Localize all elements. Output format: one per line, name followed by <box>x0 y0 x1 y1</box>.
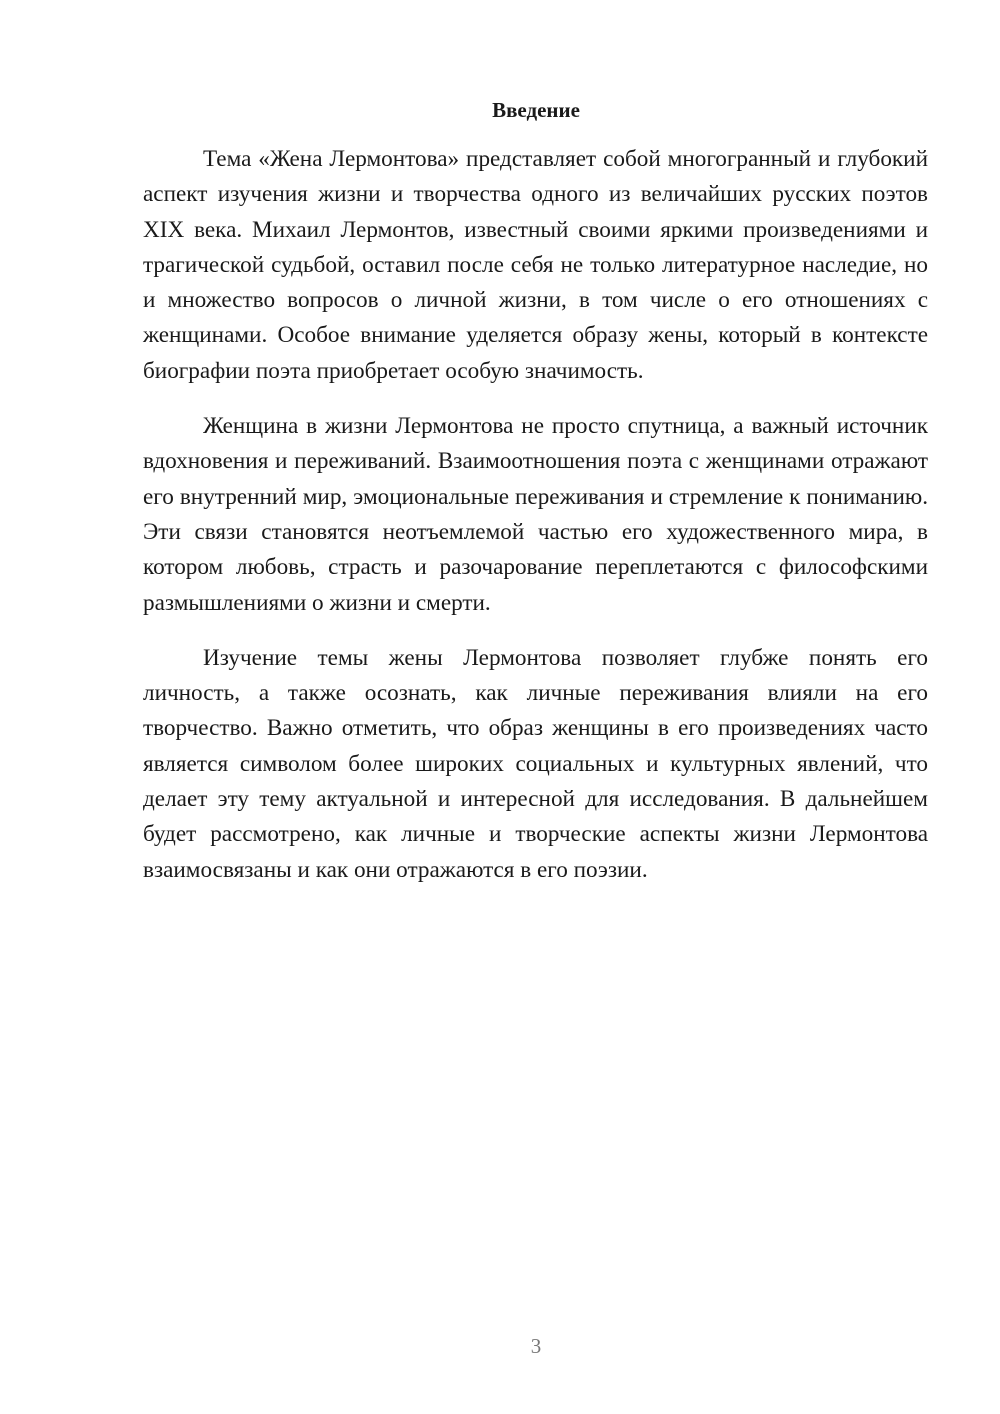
body-text <box>143 142 928 908</box>
page-number: 3 <box>530 1334 542 1358</box>
paragraph-1: Тема «Жена Лермонтова» представляет собой многогранный и глубокий аспект изучения жизни и творчества одного из величайших русских поэтов XIX века. Михаил Лермонтов, известный своими яркими произведениями и трагической судьбой, оставил после себя не только литературное наследие, но и множество вопросов о личной жизни, в том числе о его отношениях с женщинами. Особое внимание уделяется образу жены, который в контексте биографии поэта приобретает особую значимость. <box>143 146 928 384</box>
paragraph-2: Женщина в жизни Лермонтова не просто спутница, а важный источник вдохновения и переживаний. Взаимоотношения поэта с женщинами отражают его внутренний мир, эмоциональные переживания и стремление к пониманию. Эти связи становятся неотъемлемой частью его художественного мира, в котором любовь, страсть и разочарование переплетаются с философскими размышлениями о жизни и смерти. <box>143 413 928 616</box>
paragraph-3: Изучение темы жены Лермонтова позволяет глубже понять его личность, а также осознать, как личные переживания влияли на его творчество. Важно отметить, что образ женщины в его произведениях часто является символом более широких социальных и культурных явлений, что делает эту тему актуальной и интересной для исследования. В дальнейшем будет рассмотрено, как личные и творческие аспекты жизни Лермонтова взаимосвязаны и как они отражаются в его поэзии. <box>143 644 928 883</box>
section-heading: Введение <box>492 98 580 122</box>
